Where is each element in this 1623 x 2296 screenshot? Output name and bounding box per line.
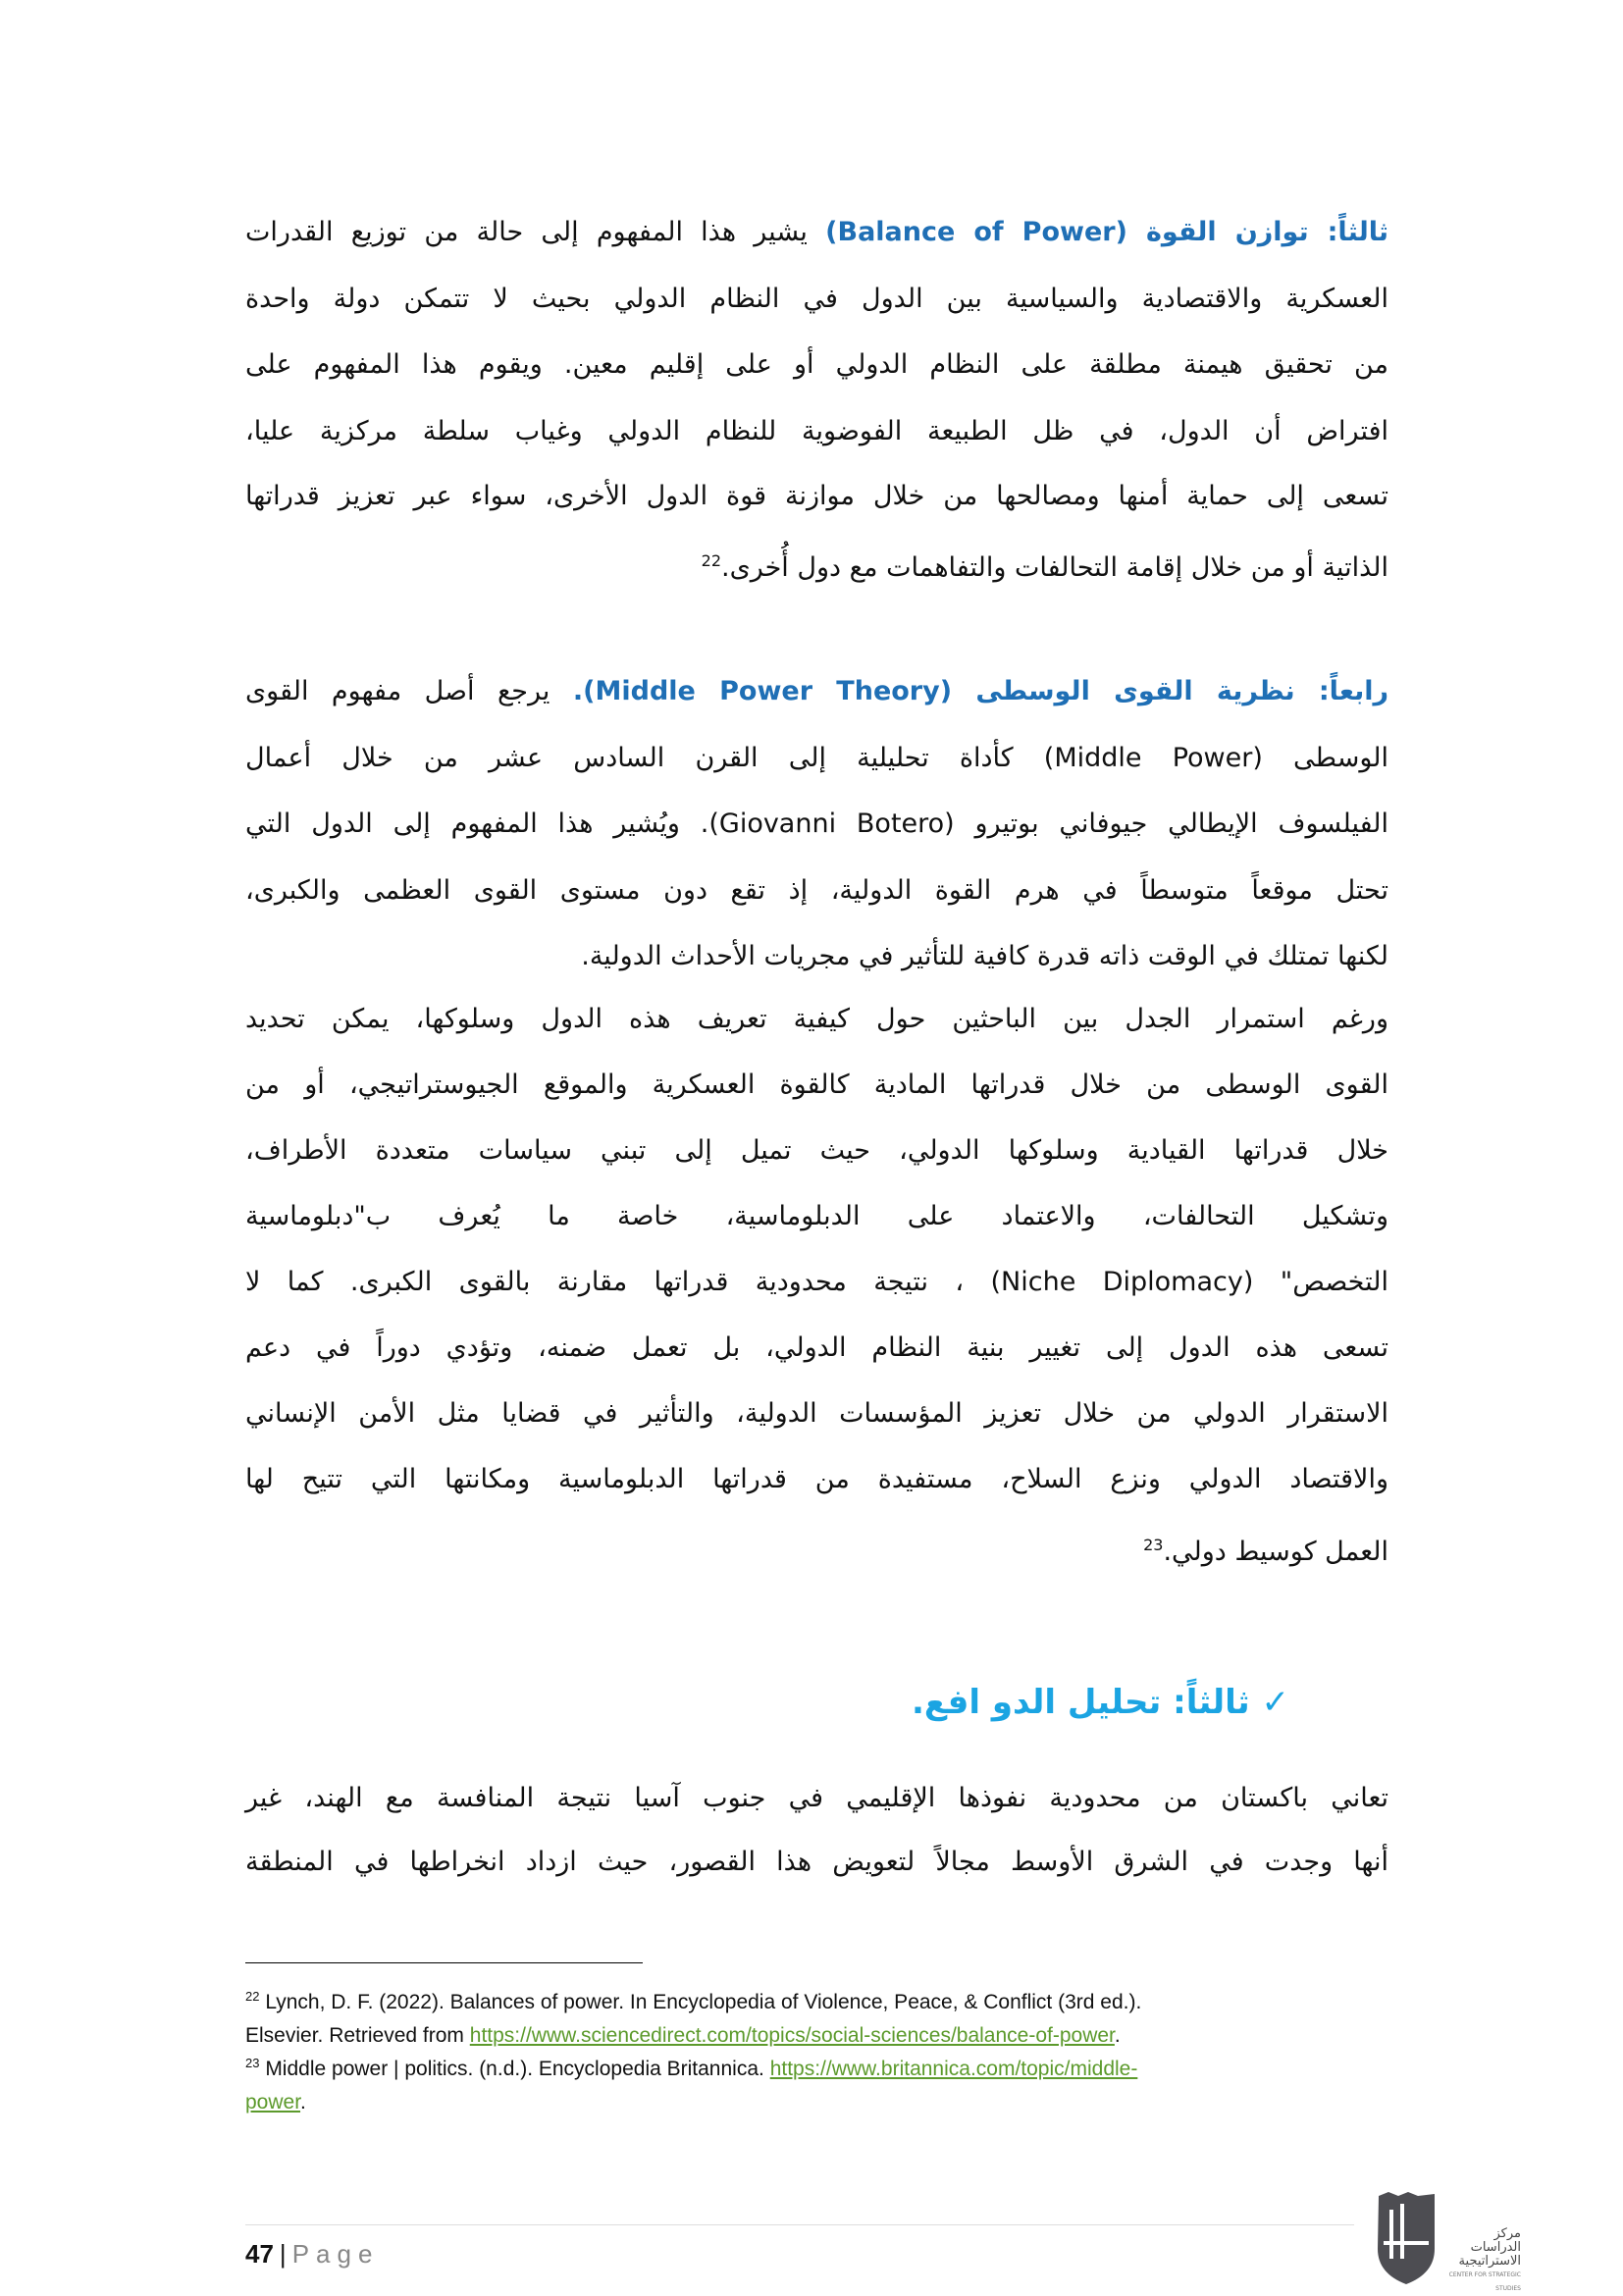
- footnote-text: Elsevier. Retrieved from: [245, 2024, 464, 2047]
- logo-text: [1442, 2227, 1521, 2296]
- logo-subtitle: CENTER FOR STRATEGIC STUDIES: [1448, 2271, 1521, 2292]
- page-label: Page: [291, 2239, 380, 2269]
- footnote-22: [245, 1980, 1423, 2053]
- footnote-link[interactable]: https://www.britannica.com/topic/middle-: [769, 2058, 1138, 2080]
- text-line: [245, 211, 1388, 254]
- text-line: الاستقرار الدولي من خلال تعزيز المؤسسات الدولية، والتأثير في قضايا مثل الأمن الإنساني: [245, 1398, 1388, 1429]
- text-line: تسعى هذه الدول إلى تغيير بنية النظام الدولي، بل تعمل ضمنه، وتؤدي دوراً في دعم: [245, 1332, 1388, 1363]
- footnote-link-continued[interactable]: power: [245, 2091, 301, 2113]
- footnote-link[interactable]: https://www.sciencedirect.com/topics/social-sciences/balance-of-power: [469, 2024, 1115, 2047]
- page-number: [245, 2239, 379, 2270]
- logo-line: مركز الدراسات: [1470, 2226, 1521, 2255]
- text-line: [245, 1524, 1388, 1574]
- text-line: خلال قدراتها القيادية وسلوكها الدولي، حيث تميل إلى تبني سياسات متعددة الأطراف،: [245, 1135, 1388, 1166]
- text-line: العسكرية والاقتصادية والسياسية بين الدول في النظام الدولي بحيث لا تتمكن دولة واحدة: [245, 284, 1388, 314]
- text: يرجع أصل مفهوم القوى: [245, 676, 550, 706]
- text: العمل كوسيط دولي.: [1163, 1537, 1388, 1567]
- text-line: افتراض أن الدول، في ظل الطبيعة الفوضوية للنظام الدولي وغياب سلطة مركزية عليا،: [245, 416, 1388, 446]
- punctuation: .: [300, 2091, 306, 2113]
- text-line: تسعى إلى حماية أمنها ومصالحها من خلال موازنة قوة الدول الأخرى، سواء عبر تعزيز قدراتها: [245, 481, 1388, 511]
- text-line: تحتل موقعاً متوسطاً في هرم القوة الدولية، إذ تقع دون مستوى القوى العظمى والكبرى،: [245, 875, 1388, 906]
- text: الذاتية أو من خلال إقامة التحالفات والتفاهمات مع دول أُخرى.: [721, 552, 1388, 583]
- heading-middle-power-theory: رابعاً: نظرية القوى الوسطى (Middle Power Theory).: [572, 676, 1389, 706]
- footer-divider: [245, 2224, 1354, 2225]
- checkmark-icon: ✓: [1261, 1683, 1289, 1722]
- footnote-ref[interactable]: 22: [701, 551, 721, 570]
- footnote-separator: [245, 1962, 643, 1963]
- text-line: القوى الوسطى من خلال قدراتها المادية كالقوة العسكرية والموقع الجيوستراتيجي، أو من: [245, 1070, 1388, 1100]
- section-heading: [912, 1678, 1289, 1727]
- text-line: لكنها تمتلك في الوقت ذاته قدرة كافية للتأثير في مجريات الأحداث الدولية.: [581, 941, 1388, 971]
- text-line: من تحقيق هيمنة مطلقة على النظام الدولي أو على إقليم معين. ويقوم هذا المفهوم على: [245, 349, 1388, 380]
- punctuation: .: [1114, 2024, 1121, 2047]
- footnote-ref[interactable]: 23: [1143, 1536, 1164, 1554]
- footnote-text: Middle power | politics. (n.d.). Encyclopedia Britannica.: [265, 2058, 764, 2080]
- text: يشير هذا المفهوم إلى حالة من توزيع القدرات: [245, 217, 808, 247]
- footnote-number: 22: [245, 1989, 260, 2004]
- text-line: تعاني باكستان من محدودية نفوذها الإقليمي في جنوب آسيا نتيجة المنافسة مع الهند، غير: [245, 1783, 1388, 1813]
- footnote-text: Lynch, D. F. (2022). Balances of power. In Encyclopedia of Violence, Peace, & Conflict (3rd ed.).: [265, 1991, 1142, 2013]
- text-line: والاقتصاد الدولي ونزع السلاح، مستفيدة من قدراتها الدبلوماسية ومكانتها التي تتيح لها: [245, 1464, 1388, 1494]
- text-line: ورغم استمرار الجدل بين الباحثين حول كيفية تعريف هذه الدول وسلوكها، يمكن تحديد: [245, 1004, 1388, 1034]
- heading-balance-of-power: ثالثاً: توازن القوة (Balance of Power): [825, 217, 1388, 247]
- footnote-number: 23: [245, 2056, 260, 2070]
- logo-line: الاستراتيجية: [1458, 2254, 1521, 2269]
- text-line: [245, 670, 1388, 713]
- text-line: [245, 540, 1388, 590]
- page-number-value: 47: [245, 2239, 274, 2269]
- text-line: أنها وجدت في الشرق الأوسط مجالاً لتعويض هذا القصور، حيث ازداد انخراطها في المنطقة: [245, 1847, 1388, 1877]
- text-line: الوسطى (Middle Power) كأداة تحليلية إلى القرن السادس عشر من خلال أعمال: [245, 743, 1388, 773]
- footnote-23: [245, 2047, 1423, 2119]
- separator: |: [279, 2239, 287, 2269]
- text-line: التخصص" (Niche Diplomacy) ، نتيجة محدودية قدراتها مقارنة بالقوى الكبرى. كما لا: [245, 1267, 1388, 1297]
- section-title: ثالثاً: تحليل الدو افع.: [911, 1683, 1250, 1722]
- text-line: وتشكيل التحالفات، والاعتماد على الدبلوماسية، خاصة ما يُعرف ب"دبلوماسية: [245, 1201, 1388, 1231]
- text-line: الفيلسوف الإيطالي جيوفاني بوتيرو (Giovanni Botero). ويُشير هذا المفهوم إلى الدول التي: [245, 809, 1388, 839]
